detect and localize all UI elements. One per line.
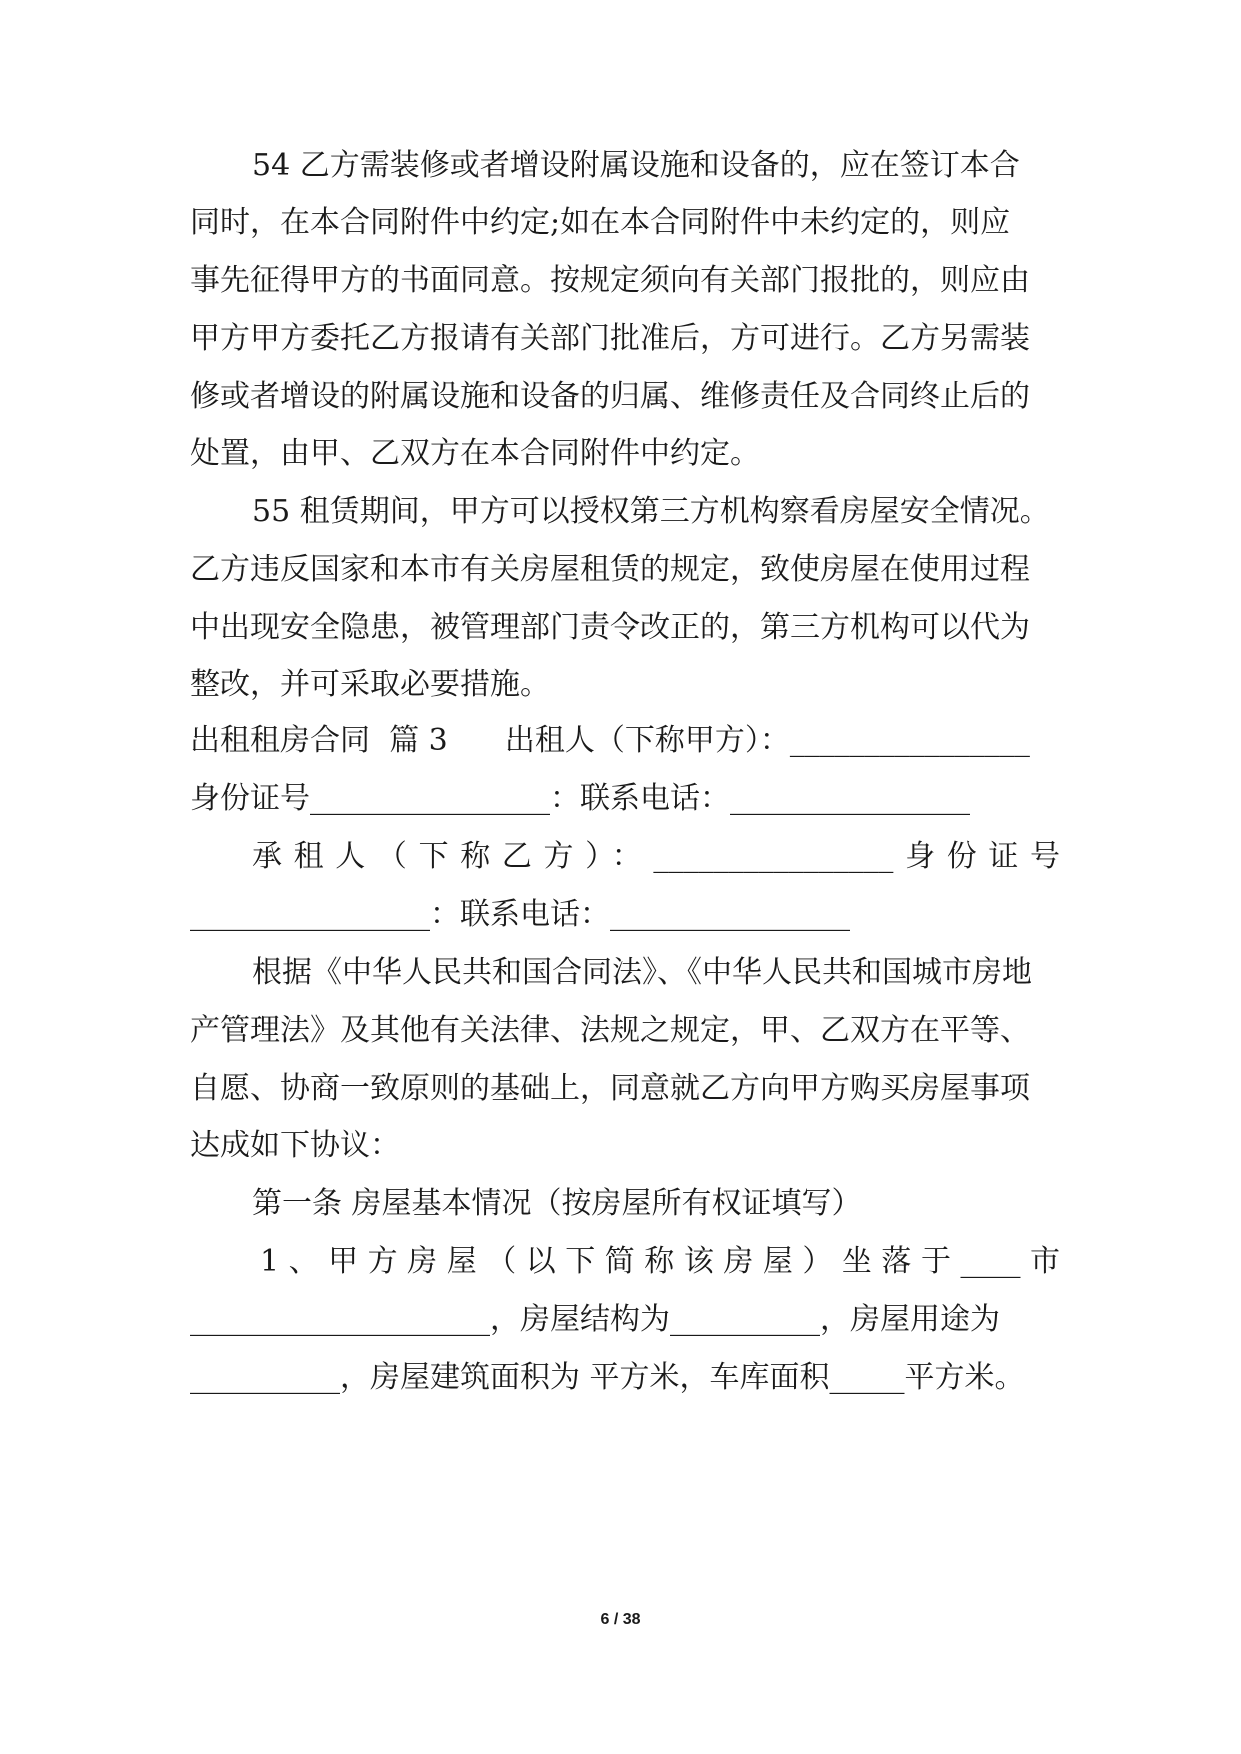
preamble-line-4: 达成如下协议： (190, 1128, 400, 1163)
lessee-id-phone-line: ________________：联系电话：________________ (190, 897, 850, 932)
paragraph-54-line-4: 甲方甲方委托乙方报请有关部门批准后，方可进行。乙方另需装 (190, 321, 1030, 356)
paragraph-54-line-6: 处置，由甲、乙双方在本合同附件中约定。 (190, 436, 760, 471)
article-1-line-1: 1、甲方房屋（以下简称该房屋）坐落于____市 (260, 1244, 1060, 1279)
paragraph-54-line-2: 同时，在本合同附件中约定;如在本合同附件中未约定的，则应 (190, 205, 1011, 240)
paragraph-55-line-2: 乙方违反国家和本市有关房屋租赁的规定，致使房屋在使用过程 (190, 552, 1030, 587)
paragraph-54-line-3: 事先征得甲方的书面同意。按规定须向有关部门报批的，则应由 (190, 263, 1030, 298)
paragraph-55-line-3: 中出现安全隐患，被管理部门责令改正的，第三方机构可以代为 (190, 610, 1030, 645)
lessee-line: 承租人（下称乙方）：________________身份证号 (252, 839, 1060, 874)
lessor-id-phone-line: 身份证号________________：联系电话：________________ (190, 781, 970, 816)
article-1-heading: 第一条 房屋基本情况（按房屋所有权证填写） (252, 1186, 862, 1221)
article-1-line-3: __________，房屋建筑面积为 平方米，车库面积_____平方米。 (190, 1360, 1025, 1395)
contract-heading-lessor: 出租租房合同 篇 3 出租人（下称甲方）：________________ (190, 723, 1030, 758)
paragraph-55-line-1: 55 租赁期间，甲方可以授权第三方机构察看房屋安全情况。 (252, 494, 1050, 529)
article-1-line-2: ____________________，房屋结构为__________，房屋用途为 (190, 1302, 1000, 1337)
paragraph-55-line-4: 整改，并可采取必要措施。 (190, 667, 550, 702)
page-number: 6 / 38 (600, 1611, 641, 1628)
preamble-line-3: 自愿、协商一致原则的基础上，同意就乙方向甲方购买房屋事项 (190, 1071, 1030, 1106)
paragraph-54-line-1: 54 乙方需装修或者增设附属设施和设备的，应在签订本合 (252, 148, 1020, 183)
paragraph-54-line-5: 修或者增设的附属设施和设备的归属、维修责任及合同终止后的 (190, 379, 1030, 414)
preamble-line-2: 产管理法》及其他有关法律、法规之规定，甲、乙双方在平等、 (190, 1013, 1030, 1048)
preamble-line-1: 根据《中华人民共和国合同法》、《中华人民共和国城市房地 (252, 955, 1032, 990)
